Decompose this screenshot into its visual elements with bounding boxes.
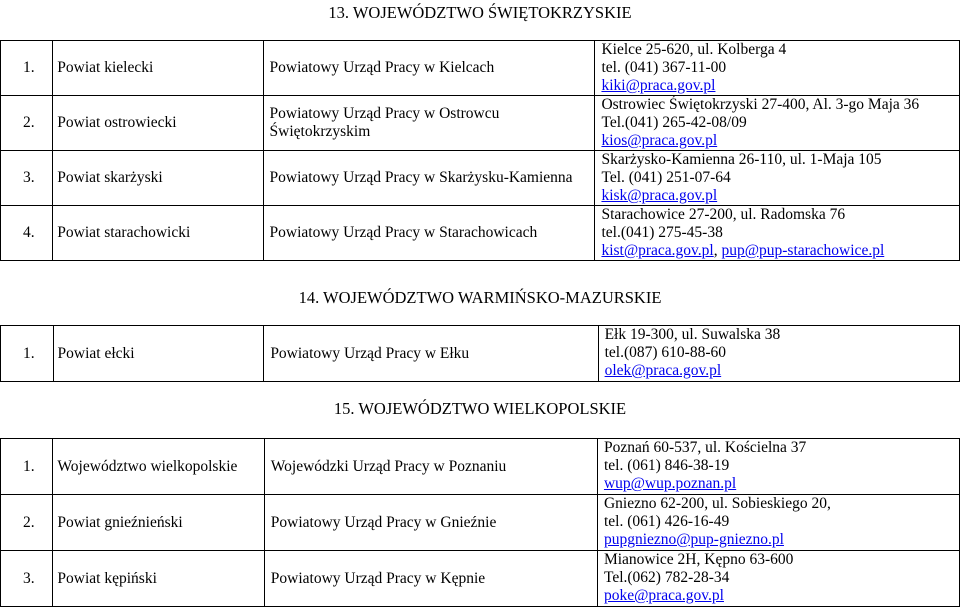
phone: tel.(041) 275-45-38 bbox=[601, 224, 723, 241]
district-name: Powiat skarżyski bbox=[53, 151, 263, 206]
contact-cell bbox=[597, 439, 959, 495]
row-number: 2. bbox=[1, 96, 53, 151]
row-number: 1. bbox=[1, 41, 53, 96]
email-link[interactable]: kist@praca.gov.pl bbox=[601, 242, 714, 259]
office-name: Powiatowy Urząd Pracy w Gnieźnie bbox=[264, 495, 597, 551]
address: Poznań 60-537, ul. Kościelna 37 bbox=[603, 439, 807, 456]
row-number: 2. bbox=[1, 495, 53, 551]
district-name: Powiat starachowicki bbox=[53, 206, 263, 261]
address: Starachowice 27-200, ul. Radomska 76 bbox=[601, 206, 846, 223]
district-name: Powiat ostrowiecki bbox=[53, 96, 263, 151]
email-link[interactable]: wup@wup.poznan.pl bbox=[603, 475, 737, 492]
contact-cell bbox=[597, 495, 959, 551]
contact-cell bbox=[597, 551, 959, 607]
contact-cell: Starachowice 27-200, ul. Radomska 76 tel.(041) 275-45-38 kist@praca.gov.pl, pup@pup-starachowice.pl bbox=[595, 206, 960, 261]
row-number: 3. bbox=[1, 151, 53, 206]
phone: Tel.(062) 782-28-34 bbox=[603, 569, 730, 586]
contact-cell bbox=[598, 326, 959, 382]
address: Skarżysko-Kamienna 26-110, ul. 1-Maja 105 bbox=[601, 151, 882, 168]
phone: tel.(087) 610-88-60 bbox=[604, 344, 726, 361]
contact-cell bbox=[595, 41, 960, 96]
contact-cell bbox=[595, 96, 960, 151]
address: Mianowice 2H, Kępno 63-600 bbox=[603, 551, 794, 568]
address: Kielce 25-620, ul. Kolberga 4 bbox=[601, 41, 787, 58]
phone: Tel.(041) 265-42-08/09 bbox=[601, 114, 747, 131]
office-name: Powiatowy Urząd Pracy w Starachowicach bbox=[263, 206, 595, 261]
phone: Tel. (041) 251-07-64 bbox=[601, 169, 731, 186]
address: Ełk 19-300, ul. Suwalska 38 bbox=[604, 326, 781, 343]
office-name: Powiatowy Urząd Pracy w Skarżysku-Kamienna bbox=[263, 151, 595, 206]
email-link-secondary[interactable]: pup@pup-starachowice.pl bbox=[721, 242, 885, 259]
section-table-14 bbox=[0, 325, 960, 382]
office-name: Powiatowy Urząd Pracy w Kępnie bbox=[264, 551, 597, 607]
section-heading-15: 15. WOJEWÓDZTWO WIELKOPOLSKIE bbox=[333, 399, 627, 418]
district-name: Powiat kępiński bbox=[53, 551, 264, 607]
row-number: 1. bbox=[1, 326, 54, 382]
phone: tel. (041) 367-11-00 bbox=[601, 59, 727, 76]
section-table-15 bbox=[0, 438, 960, 607]
row-number: 4. bbox=[1, 206, 53, 261]
email-link[interactable]: kiki@praca.gov.pl bbox=[601, 77, 716, 94]
email-link[interactable]: kios@praca.gov.pl bbox=[601, 132, 718, 149]
contact-cell bbox=[595, 151, 960, 206]
email-link[interactable]: poke@praca.gov.pl bbox=[603, 587, 724, 604]
address: Gniezno 62-200, ul. Sobieskiego 20, bbox=[603, 495, 831, 512]
email-link[interactable]: kisk@praca.gov.pl bbox=[601, 187, 718, 204]
office-name: Powiatowy Urząd Pracy w Kielcach bbox=[263, 41, 595, 96]
email-link[interactable]: pupgniezno@pup-gniezno.pl bbox=[603, 531, 784, 548]
district-name: Województwo wielkopolskie bbox=[53, 439, 264, 495]
office-name: Powiatowy Urząd Pracy w Ostrowcu Świętokrzyskim bbox=[263, 96, 595, 151]
district-name: Powiat ełcki bbox=[53, 326, 264, 382]
district-name: Powiat gnieźnieński bbox=[53, 495, 264, 551]
section-heading-14: 14. WOJEWÓDZTWO WARMIŃSKO-MAZURSKIE bbox=[298, 288, 662, 307]
office-name: Powiatowy Urząd Pracy w Ełku bbox=[264, 326, 598, 382]
section-heading-13: 13. WOJEWÓDZTWO ŚWIĘTOKRZYSKIE bbox=[328, 3, 632, 22]
row-number: 1. bbox=[1, 439, 53, 495]
row-number: 3. bbox=[1, 551, 53, 607]
address: Ostrowiec Świętokrzyski 27-400, Al. 3-go Maja 36 bbox=[601, 96, 920, 113]
district-name: Powiat kielecki bbox=[53, 41, 263, 96]
phone: tel. (061) 846-38-19 bbox=[603, 457, 730, 474]
section-table-13 bbox=[0, 40, 960, 261]
email-link[interactable]: olek@praca.gov.pl bbox=[604, 362, 722, 379]
office-name: Wojewódzki Urząd Pracy w Poznaniu bbox=[264, 439, 597, 495]
phone: tel. (061) 426-16-49 bbox=[603, 513, 730, 530]
